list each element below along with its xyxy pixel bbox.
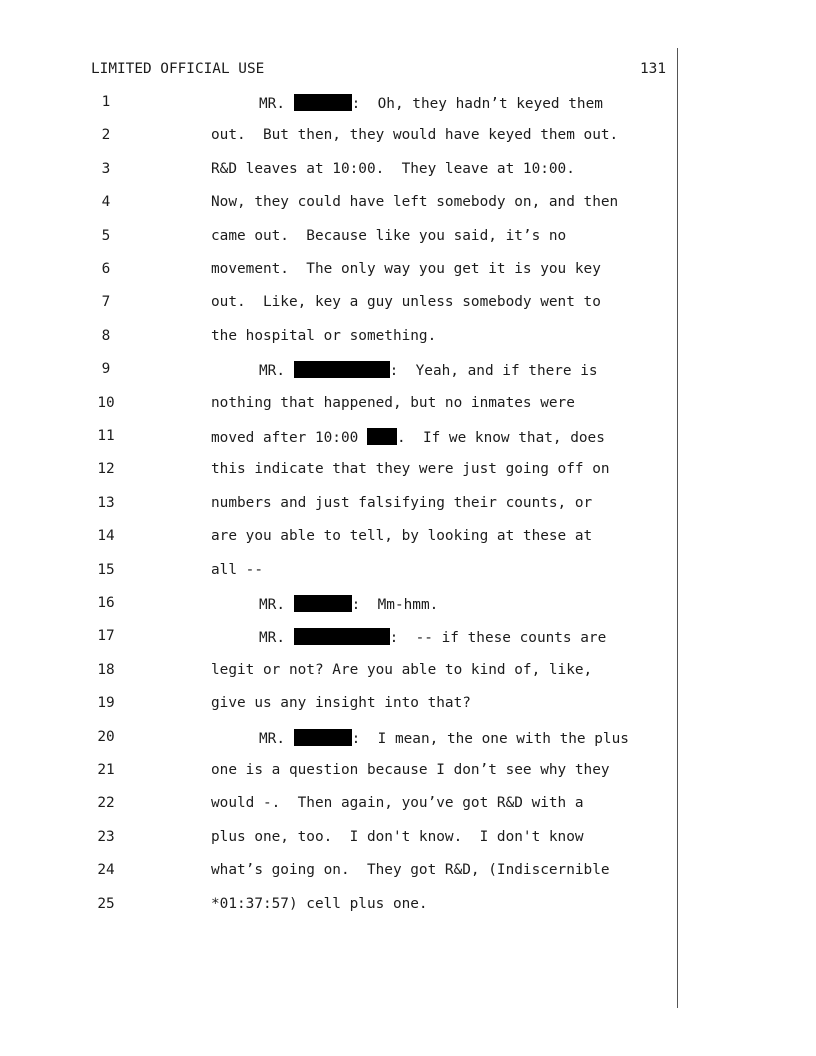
line-text-segment: MR. (259, 363, 294, 380)
line-text (211, 695, 471, 711)
transcript-line (0, 161, 680, 181)
line-text (211, 528, 592, 544)
redaction-box (294, 94, 352, 111)
transcript-line (0, 562, 680, 582)
line-text (211, 228, 566, 244)
line-number: 22 (97, 795, 115, 812)
line-text-segment: R&D leaves at 10:00. They leave at 10:00. (211, 160, 575, 177)
line-text (211, 762, 610, 778)
transcript-line (0, 762, 680, 782)
transcript-line (0, 428, 680, 448)
line-number: 1 (101, 94, 111, 110)
line-text (211, 829, 584, 845)
line-number: 11 (97, 428, 115, 444)
line-text-segment: what’s going on. They got R&D, (Indiscernible (211, 862, 610, 879)
line-text (211, 194, 618, 210)
transcript-line (0, 628, 680, 648)
line-text-segment: MR. (259, 597, 294, 613)
redaction-box (294, 628, 390, 645)
line-text-segment: would -. Then again, you’ve got R&D with a (211, 795, 584, 812)
line-text-segment: give us any insight into that? (211, 695, 471, 712)
redaction-box (294, 729, 352, 746)
line-number: 24 (97, 862, 115, 879)
line-number: 20 (97, 728, 115, 745)
line-number: 8 (101, 327, 111, 344)
line-number: 12 (97, 461, 115, 478)
transcript-line (0, 829, 680, 849)
line-text-segment: moved after 10:00 (211, 430, 367, 446)
line-number: 6 (101, 261, 111, 277)
line-number: 4 (101, 194, 111, 211)
line-number: 2 (101, 127, 111, 144)
line-text-segment: : Oh, they hadn’t keyed them (351, 96, 603, 112)
line-text-segment: out. Like, key a guy unless somebody went to (211, 294, 601, 311)
line-text-segment: nothing that happened, but no inmates were (211, 394, 575, 411)
line-number: 10 (97, 394, 115, 411)
transcript-line (0, 896, 680, 916)
line-number: 7 (101, 294, 111, 311)
line-text-segment: plus one, too. I don't know. I don't know (211, 828, 584, 845)
line-text-segment: : Yeah, and if there is (389, 363, 598, 380)
line-text-segment: one is a question because I don’t see why they (211, 762, 610, 778)
transcript-line (0, 261, 680, 281)
line-text-segment: *01:37:57) cell plus one. (211, 895, 428, 912)
line-text (211, 395, 575, 411)
transcript-line (0, 795, 680, 815)
transcript-line (0, 662, 680, 682)
line-text-segment: this indicate that they were just going off on (211, 461, 610, 478)
transcript-line (0, 862, 680, 882)
line-number: 23 (97, 828, 115, 845)
transcript-line (0, 495, 680, 515)
line-text (211, 261, 601, 277)
transcript-line (0, 395, 680, 415)
page-number: 131 (640, 61, 666, 77)
line-number: 15 (97, 561, 115, 578)
line-text-segment: . If we know that, does (396, 430, 605, 446)
line-text-segment: all -- (211, 561, 263, 578)
line-text-segment: MR. (259, 630, 294, 647)
line-text-segment: MR. (259, 96, 294, 112)
line-text-segment: : -- if these counts are (389, 630, 607, 647)
line-number: 3 (101, 160, 111, 177)
line-number: 5 (101, 227, 111, 244)
line-text-segment: legit or not? Are you able to kind of, like, (211, 661, 593, 678)
line-text-segment: : I mean, the one with the plus (351, 730, 629, 747)
transcript-line (0, 328, 680, 348)
transcript-line (0, 729, 680, 749)
redaction-box (367, 428, 397, 445)
line-number: 18 (97, 661, 115, 678)
line-number: 19 (97, 695, 115, 712)
transcript-line (0, 294, 680, 314)
line-number: 25 (97, 895, 115, 912)
line-text-segment: the hospital or something. (211, 327, 437, 344)
line-number: 14 (97, 528, 115, 545)
line-text (259, 361, 598, 379)
header-classification: LIMITED OFFICIAL USE (91, 61, 265, 77)
line-text-segment: came out. Because like you said, it’s no (211, 227, 567, 244)
line-number: 17 (97, 628, 115, 645)
transcript-line (0, 127, 680, 147)
line-text-segment: Now, they could have left somebody on, and then (211, 194, 619, 211)
transcript-line (0, 228, 680, 248)
transcript-line (0, 695, 680, 715)
line-text (259, 729, 629, 747)
line-number: 13 (97, 494, 115, 511)
line-text (211, 328, 436, 344)
line-number: 9 (101, 361, 111, 378)
line-text-segment: numbers and just falsifying their counts, or (211, 494, 593, 511)
line-text (211, 662, 592, 678)
transcript-line (0, 94, 680, 114)
redaction-box (294, 595, 352, 612)
transcript-line (0, 461, 680, 481)
line-text (211, 795, 584, 811)
transcript-line (0, 194, 680, 214)
line-text (211, 294, 601, 310)
line-text (211, 862, 610, 878)
line-text (211, 161, 575, 177)
line-number: 21 (97, 762, 115, 778)
line-text (211, 428, 605, 446)
line-text (211, 562, 263, 578)
line-text-segment: movement. The only way you get it is you key (211, 261, 601, 277)
line-text-segment: out. But then, they would have keyed them out. (211, 127, 619, 144)
line-text (259, 628, 606, 646)
line-text (211, 461, 610, 477)
line-text-segment: are you able to tell, by looking at these at (211, 528, 593, 545)
transcript-line (0, 361, 680, 381)
line-text-segment: MR. (259, 730, 294, 747)
line-text (211, 896, 428, 912)
line-number: 16 (97, 595, 115, 611)
line-text-segment: : Mm-hmm. (351, 597, 439, 613)
redaction-box (294, 361, 390, 378)
line-text (211, 495, 592, 511)
line-text (211, 127, 618, 143)
line-text (259, 94, 603, 112)
line-text (259, 595, 438, 613)
transcript-line (0, 595, 680, 615)
transcript-line (0, 528, 680, 548)
